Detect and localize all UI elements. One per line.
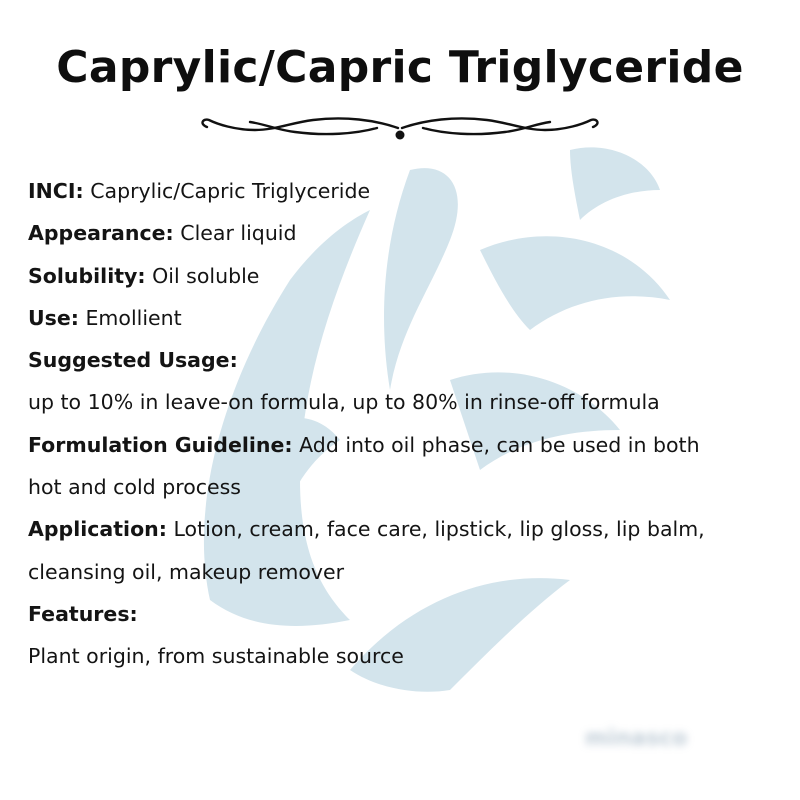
formulation-guideline-row: [28, 424, 778, 466]
use-value: Emollient: [85, 305, 182, 330]
suggested-usage-value-row: [28, 381, 778, 423]
application-value-line2: cleansing oil, makeup remover: [28, 559, 345, 584]
application-continuation: [28, 551, 778, 593]
features-value: Plant origin, from sustainable source: [28, 644, 404, 669]
features-label: Features:: [28, 601, 138, 626]
application-value-line1: Lotion, cream, face care, lipstick, lip gloss, lip balm,: [173, 517, 705, 542]
formulation-guideline-continuation: [28, 466, 778, 508]
divider-center-dot: [396, 131, 405, 140]
inci-value: Caprylic/Capric Triglyceride: [90, 179, 371, 203]
page-title: Caprylic/Capric Triglyceride: [56, 42, 744, 93]
suggested-usage-value: up to 10% in leave-on formula, up to 80% in rinse-off formula: [28, 390, 660, 415]
formulation-guideline-value-line2: hot and cold process: [28, 475, 241, 500]
application-row: [28, 508, 778, 550]
use-row: [28, 297, 778, 339]
features-value-row: [28, 635, 778, 677]
formulation-guideline-label: Formulation Guideline:: [28, 432, 293, 457]
solubility-label: Solubility:: [28, 263, 146, 288]
appearance-row: [28, 212, 778, 254]
features-row: [28, 593, 778, 635]
inci-label: INCI:: [28, 179, 84, 203]
inci-row: [28, 170, 778, 212]
ornamental-divider: [195, 110, 605, 146]
appearance-label: Appearance:: [28, 221, 174, 246]
solubility-row: [28, 255, 778, 297]
suggested-usage-row: [28, 339, 778, 381]
suggested-usage-label: Suggested Usage:: [28, 348, 238, 373]
formulation-guideline-value-line1: Add into oil phase, can be used in both: [299, 432, 700, 457]
solubility-value: Oil soluble: [152, 263, 260, 288]
application-label: Application:: [28, 517, 167, 542]
blurred-brand-watermark: minasco: [585, 726, 688, 751]
appearance-value: Clear liquid: [180, 221, 297, 246]
use-label: Use:: [28, 305, 79, 330]
ingredient-specifications: [28, 170, 778, 678]
